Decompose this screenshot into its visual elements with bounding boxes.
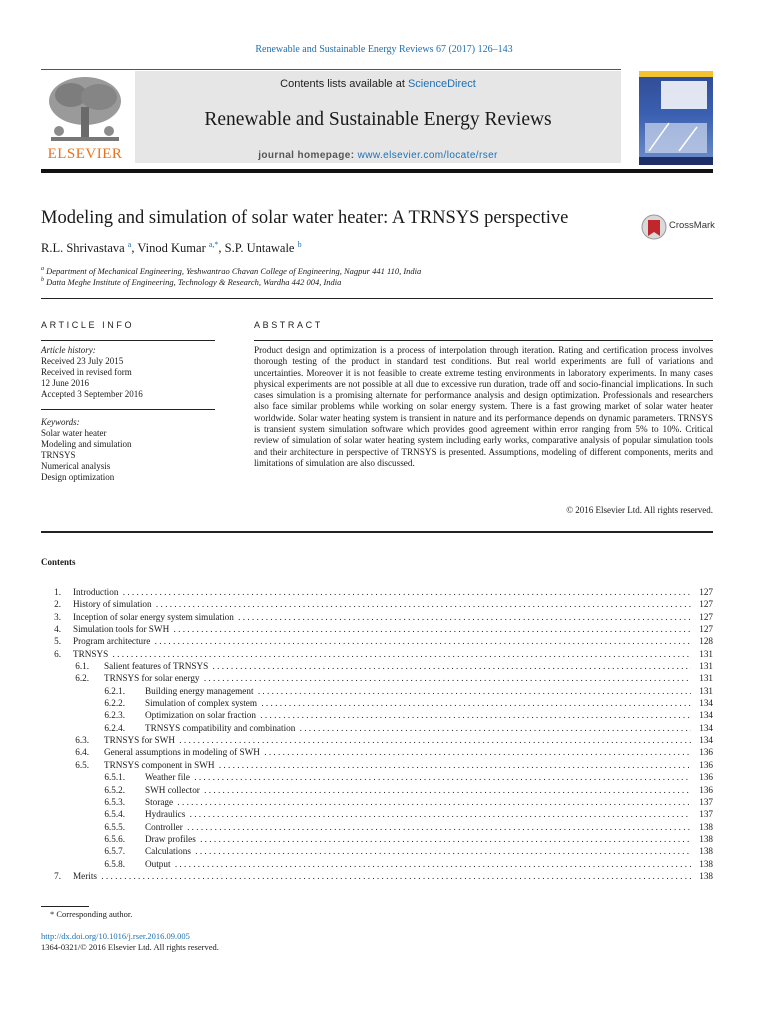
issn-copyright: 1364-0321/© 2016 Elsevier Ltd. All rights reserved. [41, 942, 219, 952]
toc-entry-page: 136 [693, 784, 713, 796]
toc-entry[interactable] [41, 759, 713, 771]
toc-entry-number: 1. [54, 587, 61, 597]
toc-entry[interactable] [41, 611, 713, 623]
toc-entry-number: 3. [54, 611, 61, 622]
toc-entry-link[interactable] [145, 685, 691, 697]
toc-entry-number: 6.2.4. [104, 722, 125, 733]
toc-entry-label: Introduction [73, 587, 119, 597]
author-affiliation-mark[interactable]: a [127, 240, 132, 249]
toc-entry-number: 6.2.2. [104, 698, 125, 709]
article-title: Modeling and simulation of solar water heater: A TRNSYS perspective [41, 208, 569, 228]
toc-entry-number: 6.2.1. [104, 685, 125, 696]
author-separator: , [218, 241, 225, 256]
toc-entry-label: Building energy management [145, 685, 254, 696]
toc-entry-page: 136 [693, 771, 713, 783]
crossmark-label: CrossMark [669, 220, 715, 231]
crossmark-button[interactable] [641, 212, 715, 242]
toc-entry-number: 6.5.5. [104, 821, 125, 832]
abstract-copyright: © 2016 Elsevier Ltd. All rights reserved. [566, 505, 713, 515]
toc-entry-page: 137 [693, 796, 713, 808]
toc-entry-link[interactable] [73, 586, 691, 598]
history-entry: 12 June 2016 [41, 378, 89, 388]
author-name[interactable]: R.L. Shrivastava [41, 241, 125, 256]
affiliation-text: Department of Mechanical Engineering, Yeshwantrao Chavan College of Engineering, Nagpur 441 110, India [46, 266, 422, 276]
toc-entry[interactable] [41, 660, 713, 672]
toc-entry-number: 6.5.1. [104, 772, 125, 783]
toc-entry-link[interactable] [145, 771, 691, 783]
toc-entry[interactable] [41, 746, 713, 758]
toc-entry-number: 5. [54, 636, 61, 647]
toc-entry-link[interactable] [104, 759, 691, 771]
toc-entry-page: 134 [693, 697, 713, 709]
toc-entry-number: 6.5.4. [104, 809, 125, 820]
keyword: Modeling and simulation [41, 439, 132, 449]
toc-entry-number: 7. [54, 870, 61, 881]
article-history [41, 345, 215, 400]
toc-entry-link[interactable] [145, 796, 691, 808]
homepage-link[interactable]: www.elsevier.com/locate/rser [357, 150, 498, 161]
toc-entry[interactable] [41, 771, 713, 783]
toc-entry-label: Hydraulics [145, 809, 186, 820]
toc-entry-link[interactable] [73, 623, 691, 635]
toc-entry-label: TRNSYS compatibility and combination [145, 722, 296, 733]
journal-title: Renewable and Sustainable Energy Reviews [204, 109, 552, 130]
elsevier-wordmark: ELSEVIER [47, 146, 123, 162]
toc-entry-link[interactable] [145, 697, 691, 709]
toc-entry[interactable] [41, 734, 713, 746]
toc-entry-page: 136 [693, 746, 713, 758]
toc-entry-number: 6. [54, 648, 61, 659]
keyword: TRNSYS [41, 450, 76, 460]
toc-entry-link[interactable] [145, 845, 691, 857]
toc-entry-link[interactable] [73, 648, 691, 660]
contents-available-line [135, 78, 621, 90]
toc-entry-label: Program architecture [73, 636, 151, 647]
toc-entry-label: Draw profiles [145, 833, 196, 844]
toc-entry[interactable] [41, 586, 713, 598]
toc-entry-label: History of simulation [73, 599, 152, 610]
toc-entry-page: 138 [693, 858, 713, 870]
toc-entry-page: 134 [693, 734, 713, 746]
history-entry: Received 23 July 2015 [41, 356, 124, 366]
affiliation-text: Datta Meghe Institute of Engineering, Technology & Research, Wardha 442 004, India [46, 277, 342, 287]
toc-entry-page: 131 [693, 685, 713, 697]
toc-entry[interactable] [41, 808, 713, 820]
keyword: Numerical analysis [41, 461, 111, 471]
article-info-rule [41, 340, 215, 341]
toc-entry-page: 131 [693, 648, 713, 660]
sciencedirect-link[interactable]: ScienceDirect [407, 78, 476, 90]
journal-cover-image[interactable] [639, 71, 713, 165]
toc-entry-number: 6.1. [75, 661, 89, 672]
toc-entry[interactable] [41, 870, 713, 882]
journal-homepage-line [135, 150, 621, 161]
toc-entry-page: 138 [693, 870, 713, 882]
abstract-text: Product design and optimization is a process of interpolation through iteration. Rating and certification process involves thorough testing of the product in standard test conditions. But real world experiments are full of variations and uncertainties. Moreover it is not feasible to create extreme testing environments in laboratory experiments. In many cases physical experiments are not possible at all due to excessive run duration, trade off and socio-financial implications. In such cases simulation is a promising alternate for performance analysis and design optimization. Professionals and researchers also face similar problems while working on solar energy system. There is a fast growing market of solar water heater worldwide. Solar water heating system is transient in nature and its performance depends on dynamic parameters. TRNSYS is transient system simulation software which provides good agreement within error ranging from 5% to 10%. Critical review of simulation of solar water heating system including early works, comparative analysis of popular simulation tools and their architecture in perspective of TRNSYS is presented. Assumptions, modeling of different components, merits and limitations of simulation are also discussed. [254, 345, 713, 468]
journal-info-box [135, 71, 621, 163]
journal-cover-art [639, 71, 713, 165]
toc-entry-number: 6.5.2. [104, 784, 125, 795]
toc-entry-link[interactable] [145, 784, 691, 796]
toc-entry-label: Salient features of TRNSYS [104, 661, 209, 672]
toc-entry-label: TRNSYS for solar energy [104, 673, 200, 684]
toc-entry-label: Simulation tools for SWH [73, 624, 170, 635]
toc-entry[interactable] [41, 648, 713, 660]
journal-banner [41, 71, 713, 165]
toc-entry[interactable] [41, 784, 713, 796]
toc-entry-label: SWH collector [145, 784, 200, 795]
contents-heading: Contents [41, 557, 76, 567]
keywords-label: Keywords: [41, 417, 80, 427]
history-label: Article history: [41, 345, 96, 355]
toc-entry-link[interactable] [104, 734, 691, 746]
toc-entry-page: 131 [693, 660, 713, 672]
author-list [41, 240, 302, 256]
toc-entry-label: Weather file [145, 772, 190, 783]
corresponding-author-footnote: * Corresponding author. [50, 909, 133, 919]
table-of-contents [41, 586, 713, 882]
toc-entry[interactable] [41, 685, 713, 697]
toc-entry-link[interactable] [145, 821, 691, 833]
author-name[interactable]: S.P. Untawale [224, 241, 295, 256]
toc-entry-label: Storage [145, 796, 174, 807]
toc-entry[interactable] [41, 833, 713, 845]
toc-entry-link[interactable] [145, 808, 691, 820]
toc-entry[interactable] [41, 598, 713, 610]
history-entry: Received in revised form [41, 367, 132, 377]
toc-entry-label: Output [145, 858, 171, 869]
toc-entry-page: 127 [693, 586, 713, 598]
toc-entry-link[interactable] [145, 709, 691, 721]
toc-entry-label: Simulation of complex system [145, 698, 258, 709]
toc-entry-link[interactable] [73, 611, 691, 623]
toc-entry-page: 127 [693, 611, 713, 623]
elsevier-tree-icon [41, 71, 129, 145]
abstract-bottom-rule [41, 531, 713, 533]
toc-entry[interactable] [41, 635, 713, 647]
author-affiliation-mark[interactable]: a,* [208, 240, 219, 249]
crossmark-icon [641, 212, 667, 242]
toc-entry-page: 136 [693, 759, 713, 771]
toc-entry-link[interactable] [104, 746, 691, 758]
abstract-heading: ABSTRACT [254, 320, 323, 330]
toc-entry-page: 127 [693, 623, 713, 635]
history-entry: Accepted 3 September 2016 [41, 389, 143, 399]
toc-entry-link[interactable] [104, 660, 691, 672]
toc-entry-page: 134 [693, 709, 713, 721]
toc-entry-number: 6.5.3. [104, 796, 125, 807]
toc-entry-page: 138 [693, 845, 713, 857]
author-name[interactable]: Vinod Kumar [137, 241, 206, 256]
toc-entry[interactable] [41, 623, 713, 635]
toc-entry-link[interactable] [145, 833, 691, 845]
toc-entry[interactable] [41, 796, 713, 808]
toc-entry[interactable] [41, 709, 713, 721]
toc-entry[interactable] [41, 858, 713, 870]
toc-entry[interactable] [41, 697, 713, 709]
toc-entry[interactable] [41, 722, 713, 734]
header-rule [41, 69, 621, 70]
toc-entry-number: 6.5.7. [104, 846, 125, 857]
toc-entry-link[interactable] [73, 598, 691, 610]
toc-entry-page: 138 [693, 833, 713, 845]
toc-entry-label: Inception of solar energy system simulation [73, 611, 234, 622]
affiliation-b [41, 277, 341, 287]
elsevier-logo [41, 71, 129, 165]
toc-entry-page: 131 [693, 672, 713, 684]
toc-entry-link[interactable] [104, 672, 691, 684]
toc-entry-page: 128 [693, 635, 713, 647]
toc-entry-label: TRNSYS for SWH [104, 735, 175, 746]
keywords-block [41, 417, 215, 483]
toc-entry-page: 138 [693, 821, 713, 833]
toc-entry[interactable] [41, 821, 713, 833]
toc-entry-number: 6.5.8. [104, 858, 125, 869]
toc-entry-number: 2. [54, 599, 61, 610]
author-affiliation-mark[interactable]: b [297, 240, 302, 249]
affiliation-rule [41, 298, 713, 299]
toc-entry-label: TRNSYS [73, 648, 109, 659]
toc-entry-page: 127 [693, 598, 713, 610]
toc-entry[interactable] [41, 845, 713, 857]
keyword: Solar water heater [41, 428, 107, 438]
toc-entry-number: 6.2. [75, 673, 89, 684]
toc-entry-label: TRNSYS component in SWH [104, 759, 215, 770]
toc-entry-page: 137 [693, 808, 713, 820]
toc-entry-number: 6.2.3. [104, 710, 125, 721]
toc-entry-link[interactable] [145, 722, 691, 734]
toc-entry-label: Controller [145, 821, 183, 832]
affiliation-mark: a [41, 266, 44, 273]
toc-entry-link[interactable] [145, 858, 691, 870]
article-info-heading: ARTICLE INFO [41, 320, 135, 330]
toc-entry-link[interactable] [73, 870, 691, 882]
toc-entry-page: 134 [693, 722, 713, 734]
toc-entry-label: Merits [73, 870, 97, 881]
toc-entry-label: General assumptions in modeling of SWH [104, 747, 260, 758]
toc-entry-label: Optimization on solar fraction [145, 710, 256, 721]
toc-entry[interactable] [41, 672, 713, 684]
doi-link[interactable]: http://dx.doi.org/10.1016/j.rser.2016.09.005 [41, 931, 190, 941]
toc-entry-number: 6.4. [75, 747, 89, 758]
footnote-rule [41, 906, 89, 907]
abstract-rule [254, 340, 713, 341]
header-thick-rule [41, 169, 713, 173]
toc-entry-number: 4. [54, 624, 61, 635]
author-separator: , [131, 241, 138, 256]
keyword: Design optimization [41, 472, 115, 482]
affiliation-a [41, 266, 421, 276]
affiliation-mark: b [41, 277, 44, 284]
homepage-label: journal homepage: [258, 150, 355, 161]
toc-entry-link[interactable] [73, 635, 691, 647]
toc-entry-number: 6.5. [75, 759, 89, 770]
contents-prefix: Contents lists available at [280, 78, 408, 90]
journal-reference-link[interactable]: Renewable and Sustainable Energy Reviews 67 (2017) 126–143 [255, 44, 513, 55]
keywords-rule [41, 409, 215, 410]
toc-entry-number: 6.3. [75, 735, 89, 746]
toc-entry-number: 6.5.6. [104, 833, 125, 844]
toc-entry-label: Calculations [145, 846, 191, 857]
